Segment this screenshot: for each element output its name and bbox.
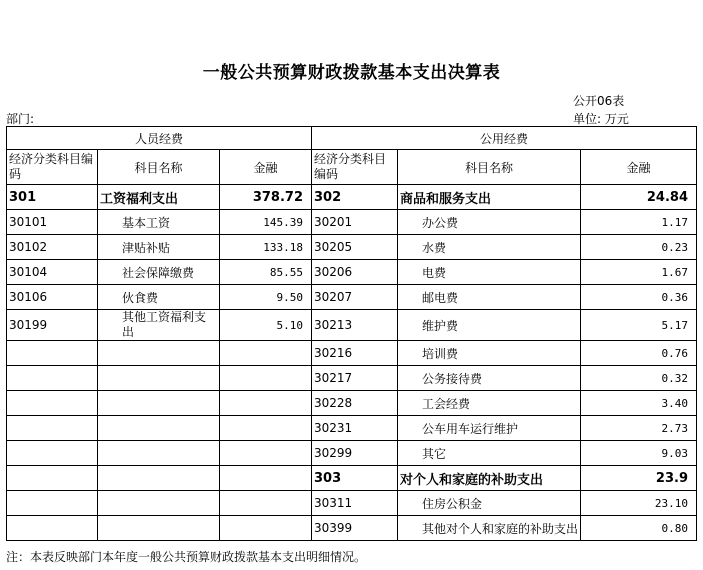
- table-cell-code: 30104: [7, 260, 98, 285]
- table-cell-amount: 378.72: [220, 185, 312, 210]
- table-cell-amount: 3.40: [581, 391, 697, 416]
- table-cell-name: 公务接待费: [398, 366, 581, 391]
- table-cell-code: 303: [312, 466, 398, 491]
- table-cell-amount: [220, 491, 312, 516]
- col-header-code: 经济分类科目编码: [312, 150, 398, 185]
- table-row: [7, 185, 697, 210]
- table-cell-code: 30311: [312, 491, 398, 516]
- table-cell-code: 302: [312, 185, 398, 210]
- table-cell-code: 30199: [7, 310, 98, 341]
- table-cell-name: 水费: [398, 235, 581, 260]
- table-cell-amount: 24.84: [581, 185, 697, 210]
- table-cell-name: [98, 366, 220, 391]
- table-cell-amount: 145.39: [220, 210, 312, 235]
- table-row: [7, 491, 697, 516]
- table-cell-amount: 2.73: [581, 416, 697, 441]
- table-cell-amount: 1.67: [581, 260, 697, 285]
- table-cell-code: 30101: [7, 210, 98, 235]
- department-label: 部门:: [6, 112, 35, 126]
- table-cell-name: [98, 391, 220, 416]
- table-row: [7, 441, 697, 466]
- table-cell-amount: [220, 516, 312, 541]
- table-cell-code: [7, 416, 98, 441]
- table-cell-name: 其他对个人和家庭的补助支出: [398, 516, 581, 541]
- table-cell-amount: 9.03: [581, 441, 697, 466]
- col-header-code: 经济分类科目编码: [7, 150, 98, 185]
- table-cell-name: 公车用车运行维护: [398, 416, 581, 441]
- table-cell-amount: 23.10: [581, 491, 697, 516]
- table-cell-code: [7, 341, 98, 366]
- table-cell-name: [98, 416, 220, 441]
- table-cell-amount: 0.36: [581, 285, 697, 310]
- table-cell-name: 住房公积金: [398, 491, 581, 516]
- table-cell-code: 30299: [312, 441, 398, 466]
- table-cell-name: 工资福利支出: [98, 185, 220, 210]
- table-cell-amount: 0.80: [581, 516, 697, 541]
- table-cell-code: [7, 516, 98, 541]
- table-row: [7, 416, 697, 441]
- table-cell-code: 301: [7, 185, 98, 210]
- table-cell-amount: 5.17: [581, 310, 697, 341]
- public-section-header: 公用经费: [312, 127, 697, 150]
- table-cell-code: [7, 366, 98, 391]
- table-row: [7, 391, 697, 416]
- table-cell-name: [98, 466, 220, 491]
- table-cell-name: 伙食费: [98, 285, 220, 310]
- table-cell-amount: [220, 441, 312, 466]
- table-row: [7, 366, 697, 391]
- table-cell-code: 30399: [312, 516, 398, 541]
- table-cell-code: 30106: [7, 285, 98, 310]
- table-cell-code: 30207: [312, 285, 398, 310]
- table-cell-code: 30217: [312, 366, 398, 391]
- table-cell-code: 30205: [312, 235, 398, 260]
- table-cell-name: 工会经费: [398, 391, 581, 416]
- table-cell-name: 电费: [398, 260, 581, 285]
- table-cell-code: 30213: [312, 310, 398, 341]
- table-row: [7, 310, 697, 341]
- table-cell-code: [7, 466, 98, 491]
- table-cell-name: 基本工资: [98, 210, 220, 235]
- table-cell-amount: [220, 391, 312, 416]
- table-cell-amount: [220, 466, 312, 491]
- table-cell-amount: 9.50: [220, 285, 312, 310]
- unit-label: 单位: 万元: [573, 112, 629, 126]
- table-cell-code: 30216: [312, 341, 398, 366]
- table-cell-name: 其他工资福利支出: [98, 310, 220, 341]
- personnel-section-header: 人员经费: [7, 127, 312, 150]
- table-cell-name: 培训费: [398, 341, 581, 366]
- table-cell-name: 对个人和家庭的补助支出: [398, 466, 581, 491]
- table-cell-amount: 0.32: [581, 366, 697, 391]
- table-cell-amount: 5.10: [220, 310, 312, 341]
- col-header-name: 科目名称: [398, 150, 581, 185]
- table-cell-name: [98, 441, 220, 466]
- table-cell-name: [98, 341, 220, 366]
- table-row: [7, 260, 697, 285]
- col-header-name: 科目名称: [98, 150, 220, 185]
- table-cell-amount: 0.76: [581, 341, 697, 366]
- table-cell-amount: 23.9: [581, 466, 697, 491]
- table-cell-code: [7, 391, 98, 416]
- footnote: 注：本表反映部门本年度一般公共预算财政拨款基本支出明细情况。: [6, 550, 367, 564]
- table-cell-name: 津贴补贴: [98, 235, 220, 260]
- table-cell-code: 30201: [312, 210, 398, 235]
- table-cell-name: 维护费: [398, 310, 581, 341]
- table-row: [7, 341, 697, 366]
- col-header-amount: 金融: [581, 150, 697, 185]
- table-cell-amount: 85.55: [220, 260, 312, 285]
- table-row: [7, 210, 697, 235]
- table-cell-amount: 0.23: [581, 235, 697, 260]
- table-cell-amount: 133.18: [220, 235, 312, 260]
- table-cell-code: 30228: [312, 391, 398, 416]
- table-cell-amount: [220, 416, 312, 441]
- page-title: 一般公共预算财政拨款基本支出决算表: [202, 63, 501, 83]
- table-cell-name: 邮电费: [398, 285, 581, 310]
- table-cell-name: 商品和服务支出: [398, 185, 581, 210]
- table-cell-name: 办公费: [398, 210, 581, 235]
- col-header-amount: 金融: [220, 150, 312, 185]
- budget-table: [6, 126, 697, 541]
- table-row: [7, 516, 697, 541]
- table-cell-name: 其它: [398, 441, 581, 466]
- table-cell-amount: 1.17: [581, 210, 697, 235]
- table-cell-amount: [220, 341, 312, 366]
- table-row: [7, 235, 697, 260]
- table-cell-code: 30206: [312, 260, 398, 285]
- table-cell-name: [98, 491, 220, 516]
- table-cell-code: 30231: [312, 416, 398, 441]
- table-row: [7, 285, 697, 310]
- table-cell-amount: [220, 366, 312, 391]
- table-cell-name: 社会保障缴费: [98, 260, 220, 285]
- table-cell-code: [7, 441, 98, 466]
- table-row: [7, 466, 697, 491]
- table-cell-name: [98, 516, 220, 541]
- table-cell-code: [7, 491, 98, 516]
- table-cell-code: 30102: [7, 235, 98, 260]
- form-number: 公开06表: [573, 94, 625, 108]
